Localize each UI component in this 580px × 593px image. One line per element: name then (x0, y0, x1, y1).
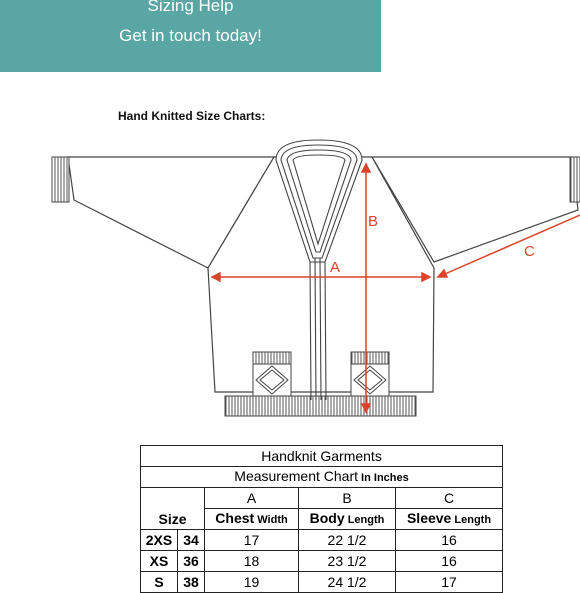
label-c: C (524, 243, 535, 260)
col-letter-b: B (299, 488, 396, 509)
body-value: 22 1/2 (299, 530, 396, 551)
banner-heading: Sizing Help (147, 0, 234, 15)
col-header-body: Body Length (299, 509, 396, 530)
col-header-sleeve: Sleeve Length (396, 509, 503, 530)
table-row (141, 551, 503, 572)
label-b: B (368, 213, 379, 230)
size-label: 2XS (141, 530, 178, 551)
size-number: 38 (178, 572, 205, 593)
size-number: 34 (178, 530, 205, 551)
table-title: Handknit Garments (141, 446, 503, 467)
left-pocket (253, 352, 291, 396)
right-pocket (351, 352, 389, 396)
banner-cta[interactable]: Get in touch today! (119, 26, 262, 45)
table-row (141, 572, 503, 593)
label-a: A (330, 259, 341, 276)
right-cuff (570, 157, 580, 202)
sleeve-value: 17 (396, 572, 503, 593)
size-chart-table (140, 445, 503, 593)
left-cuff (52, 157, 69, 202)
size-label: S (141, 572, 178, 593)
col-letter-a: A (205, 488, 299, 509)
sleeve-value: 16 (396, 530, 503, 551)
col-letter-c: C (396, 488, 503, 509)
body-value: 23 1/2 (299, 551, 396, 572)
size-header: Size (141, 509, 205, 530)
section-title: Hand Knitted Size Charts: (118, 109, 266, 123)
chest-value: 19 (205, 572, 299, 593)
table-row (141, 530, 503, 551)
chest-value: 18 (205, 551, 299, 572)
sleeve-value: 16 (396, 551, 503, 572)
size-header-blank (141, 488, 205, 509)
size-label: XS (141, 551, 178, 572)
table-subtitle: Measurement Chart In Inches (141, 467, 503, 488)
size-number: 36 (178, 551, 205, 572)
chest-value: 17 (205, 530, 299, 551)
col-header-chest: Chest Width (205, 509, 299, 530)
body-value: 24 1/2 (299, 572, 396, 593)
